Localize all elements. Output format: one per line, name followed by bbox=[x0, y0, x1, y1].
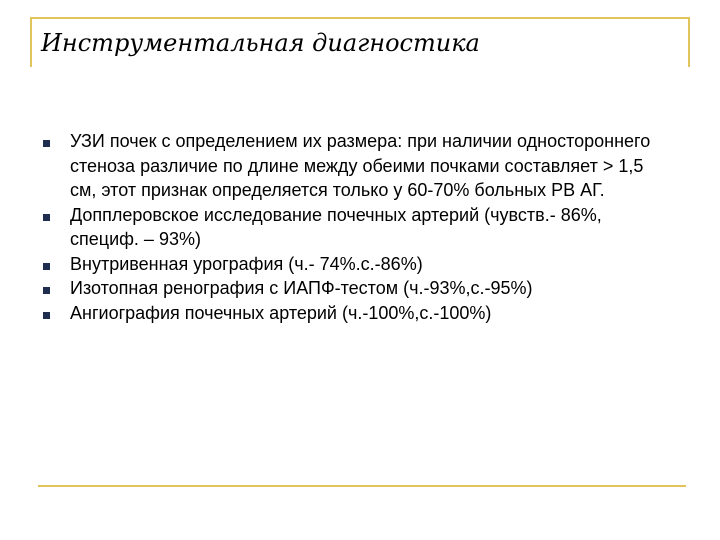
bullet-item bbox=[40, 301, 670, 326]
bullet-text: УЗИ почек с определением их размера: при наличии одностороннего стеноза различие по длине между обеими почками составляет > 1,5 см, этот признак определяется только у 60-70% больных РВ АГ. bbox=[70, 131, 651, 200]
bullet-text: Допплеровское исследование почечных артерий (чувств.- 86%, специф. – 93%) bbox=[70, 204, 602, 249]
bullet-item bbox=[40, 252, 670, 277]
bullet-list bbox=[40, 129, 670, 325]
bullet-text: Изотопная ренография с ИАПФ-тестом (ч.-93%,с.-95%) bbox=[70, 278, 533, 298]
bottom-border-line bbox=[38, 485, 686, 487]
bullet-text: Внутривенная урография (ч.- 74%.с.-86%) bbox=[70, 253, 423, 274]
bullet-item bbox=[40, 203, 670, 252]
slide-title: Инструментальная диагностика bbox=[41, 29, 480, 57]
square-bullet-icon bbox=[43, 214, 50, 221]
square-bullet-icon bbox=[43, 312, 50, 319]
right-border-line bbox=[688, 17, 690, 67]
square-bullet-icon bbox=[43, 263, 50, 270]
square-bullet-icon bbox=[43, 287, 50, 294]
bullet-text: Ангиография почечных артерий (ч.-100%,с.-100%) bbox=[70, 302, 492, 323]
bullet-item bbox=[40, 129, 670, 203]
top-border-line bbox=[30, 17, 690, 19]
square-bullet-icon bbox=[43, 140, 50, 147]
bullet-item bbox=[40, 276, 670, 301]
left-border-line bbox=[30, 17, 32, 67]
